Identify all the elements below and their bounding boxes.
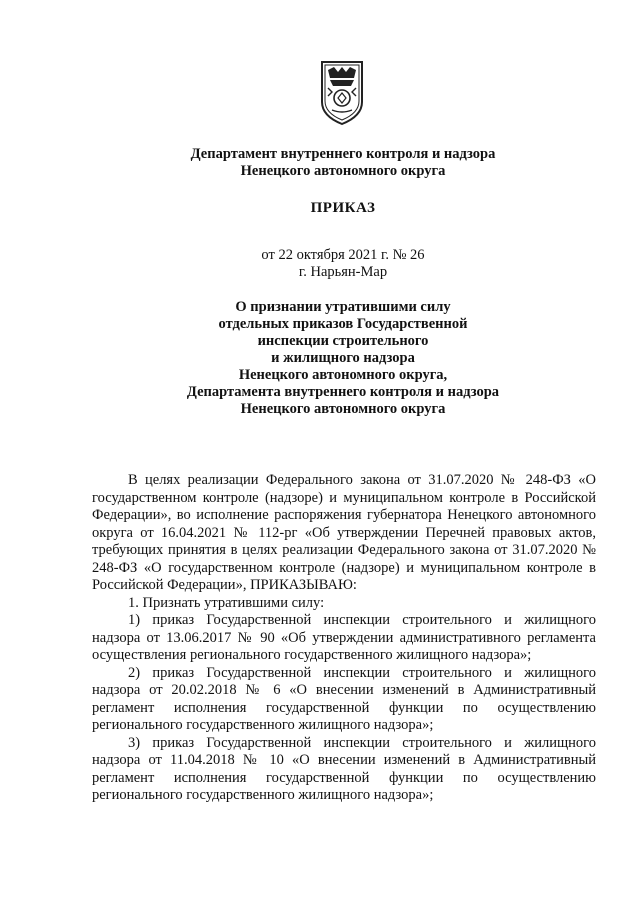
department-line-1: Департамент внутреннего контроля и надзора — [190, 146, 496, 162]
document-subject — [90, 299, 596, 418]
subitem-2-paragraph: 2) приказ Государственной инспекции строительного и жилищного надзора от 20.02.2018 № 6 «О внесении изменений в Административный регламент исполнения государственной функции по осуществлению регионального государственного жилищного надзора»; — [92, 664, 596, 733]
coat-of-arms-emblem — [318, 58, 366, 126]
subject-line: отдельных приказов Государственной — [218, 316, 468, 332]
subitem-1-paragraph: 1) приказ Государственной инспекции строительного и жилищного надзора от 13.06.2017 № 90 «Об утверждении административного регламента осуществления регионального государственного жилищного надзора»; — [92, 612, 596, 663]
department-line-2: Ненецкого автономного округа — [240, 163, 446, 179]
subject-line: инспекции строительного — [257, 333, 429, 349]
item-1-paragraph: 1. Признать утратившими силу: — [128, 594, 325, 611]
subject-line: О признании утратившими силу — [235, 299, 451, 315]
subject-line: Ненецкого автономного округа — [240, 401, 446, 417]
document-body — [92, 472, 596, 805]
place-name: г. Нарьян-Мар — [298, 264, 388, 280]
date-number: от 22 октября 2021 г. № 26 — [261, 247, 425, 263]
subitem-3-paragraph: 3) приказ Государственной инспекции строительного и жилищного надзора от 11.04.2018 № 10 «О внесении изменений в Административный регламент исполнения государственной функции по осуществлению регионального государственного жилищного надзора»; — [92, 734, 596, 803]
document-type-title: ПРИКАЗ — [310, 200, 376, 216]
department-name — [90, 146, 596, 180]
preamble-paragraph: В целях реализации Федерального закона от 31.07.2020 № 248-ФЗ «О государственном контроле (надзоре) и муниципальном контроле в Российской Федерации», во исполнение распоряжения губернатора Ненецкого автономного округа от 16.04.2021 № 112-рг «Об утверждении Перечней правовых актов, требующих принятия в целях реализации Федерального закона от 31.07.2020 № 248-ФЗ «О государственном контроле (надзоре) и муниципальном контроле в Российской Федерации», ПРИКАЗЫВАЮ: — [92, 472, 596, 593]
document-date-place — [90, 247, 596, 281]
subject-line: Ненецкого автономного округа, — [238, 367, 448, 383]
subject-line: Департамента внутреннего контроля и надзора — [186, 384, 500, 400]
subject-line: и жилищного надзора — [271, 350, 415, 366]
